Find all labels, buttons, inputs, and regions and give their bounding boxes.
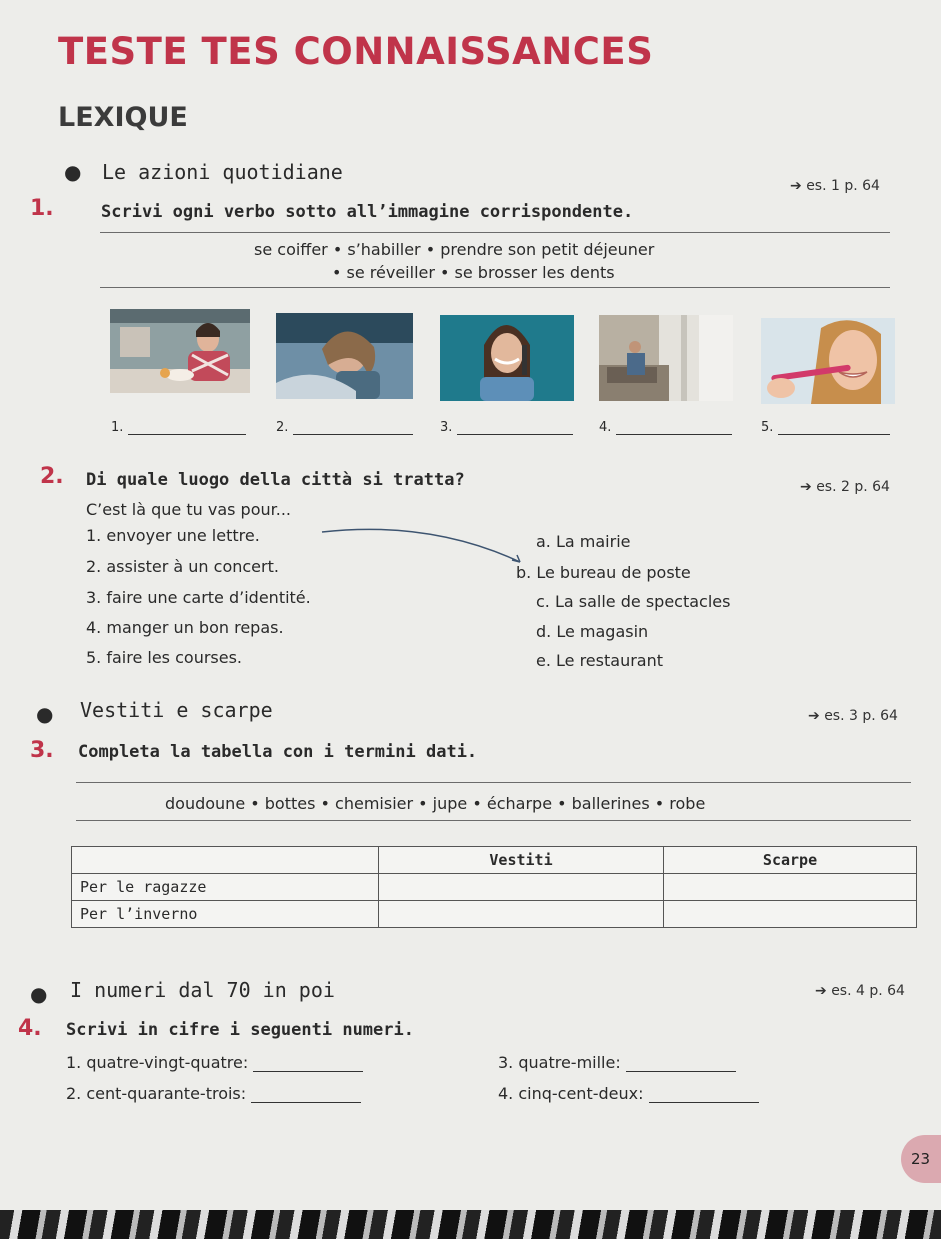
match-right-a: a. La mairie — [536, 532, 631, 551]
answer-blank-3[interactable] — [457, 420, 573, 435]
match-left-2: 2. assister à un concert. — [86, 557, 279, 576]
image-label-5: 5. — [761, 420, 890, 435]
table-cell-answer[interactable] — [379, 874, 664, 901]
table-row — [72, 874, 917, 901]
match-left-3: 3. faire une carte d’identité. — [86, 588, 311, 607]
table-header-vestiti: Vestiti — [379, 847, 664, 874]
exercise-instruction-1: Scrivi ogni verbo sotto all’immagine corrispondente. — [101, 202, 634, 222]
number-item-1: 1. quatre-vingt-quatre: — [66, 1053, 363, 1072]
exercise-number-4: 4. — [18, 1016, 42, 1041]
answer-blank-5[interactable] — [778, 420, 890, 435]
word-bank-clothes: doudoune • bottes • chemisier • jupe • écharpe • ballerines • robe — [165, 794, 706, 813]
image-label-2: 2. — [276, 420, 413, 435]
ref-azioni: ➔ es. 1 p. 64 — [790, 178, 880, 194]
subtitle-vestiti: Vestiti e scarpe — [80, 698, 273, 722]
bullet-icon: ● — [30, 982, 48, 1006]
exercise-number-1: 1. — [30, 196, 54, 221]
table-header-scarpe: Scarpe — [664, 847, 917, 874]
exercise-number-2: 2. — [40, 464, 64, 489]
exercise-instruction-3: Completa la tabella con i termini dati. — [78, 742, 478, 762]
answer-blank[interactable] — [649, 1088, 759, 1103]
table-row-header-inverno: Per l’inverno — [72, 901, 379, 928]
divider — [100, 232, 890, 233]
ref-vestiti: ➔ es. 3 p. 64 — [808, 708, 898, 724]
section-title: LEXIQUE — [58, 102, 188, 133]
arrow-icon: ➔ — [808, 708, 820, 724]
match-right-e: e. Le restaurant — [536, 651, 663, 670]
match-left-4: 4. manger un bon repas. — [86, 618, 284, 637]
number-item-4: 4. cinq-cent-deux: — [498, 1084, 759, 1103]
match-left-1: 1. envoyer une lettre. — [86, 526, 260, 545]
exercise-2-intro: C’est là que tu vas pour... — [86, 500, 292, 519]
table-cell-answer[interactable] — [379, 901, 664, 928]
number-item-3: 3. quatre-mille: — [498, 1053, 736, 1072]
table-row-header-ragazze: Per le ragazze — [72, 874, 379, 901]
table-cell-answer[interactable] — [664, 874, 917, 901]
ref-ex2: ➔ es. 2 p. 64 — [800, 479, 890, 495]
page-title: TESTE TES CONNAISSANCES — [58, 30, 654, 73]
divider — [76, 820, 911, 821]
answer-blank-1[interactable] — [128, 420, 246, 435]
divider — [76, 782, 911, 783]
matching-connector-line — [310, 520, 530, 580]
number-item-2: 2. cent-quarante-trois: — [66, 1084, 361, 1103]
answer-blank[interactable] — [253, 1057, 363, 1072]
arrow-icon: ➔ — [790, 178, 802, 194]
bullet-icon: ● — [64, 160, 82, 184]
word-bank-line-2: • se réveiller • se brosser les dents — [332, 263, 615, 282]
match-right-b: b. Le bureau de poste — [516, 563, 691, 582]
answer-blank[interactable] — [626, 1057, 736, 1072]
subtitle-azioni: Le azioni quotidiane — [102, 160, 343, 184]
photo-waking-up — [276, 313, 413, 399]
table-corner-cell — [72, 847, 379, 874]
image-label-4: 4. — [599, 420, 732, 435]
page-number: 23 — [911, 1150, 931, 1168]
photo-brushing-teeth — [761, 318, 895, 404]
exercise-instruction-4: Scrivi in cifre i seguenti numeri. — [66, 1020, 414, 1040]
image-label-3: 3. — [440, 420, 573, 435]
match-left-5: 5. faire les courses. — [86, 648, 243, 667]
table-cell-answer[interactable] — [664, 901, 917, 928]
photo-hair-brushing — [440, 315, 574, 401]
divider — [100, 287, 890, 288]
arrow-icon: ➔ — [800, 479, 812, 495]
photo-getting-dressed — [599, 315, 733, 401]
arrow-icon: ➔ — [815, 983, 827, 999]
word-bank-line-1: se coiffer • s’habiller • prendre son petit déjeuner — [254, 240, 655, 259]
match-right-c: c. La salle de spectacles — [536, 592, 731, 611]
match-right-d: d. Le magasin — [536, 622, 649, 641]
ref-numeri: ➔ es. 4 p. 64 — [815, 983, 905, 999]
page-number-tab — [901, 1135, 941, 1183]
exercise-number-3: 3. — [30, 738, 54, 763]
answer-blank-2[interactable] — [293, 420, 413, 435]
answer-blank-4[interactable] — [616, 420, 732, 435]
table-row — [72, 901, 917, 928]
image-label-1: 1. — [111, 420, 246, 435]
exercise-instruction-2: Di quale luogo della città si tratta? — [86, 470, 465, 490]
subtitle-numeri: I numeri dal 70 in poi — [70, 978, 335, 1002]
clothes-table — [71, 846, 917, 928]
background-fabric — [0, 1210, 941, 1239]
bullet-icon: ● — [36, 702, 54, 726]
answer-blank[interactable] — [251, 1088, 361, 1103]
photo-breakfast — [110, 309, 250, 393]
